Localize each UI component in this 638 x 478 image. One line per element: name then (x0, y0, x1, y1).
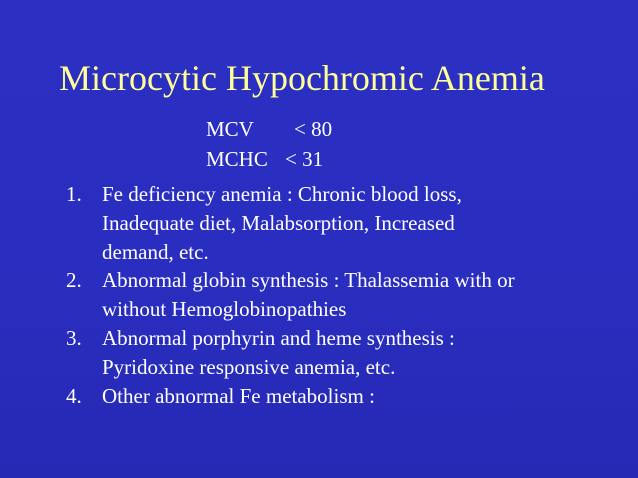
list-item-line: demand, etc. (102, 239, 209, 264)
list-item-line: Abnormal globin synthesis : Thalassemia with or (102, 268, 515, 293)
list-item-line: Fe deficiency anemia : Chronic blood loss, (102, 182, 462, 206)
list-item (66, 382, 621, 411)
slide-title: Microcytic Hypochromic Anemia (59, 58, 545, 98)
list-item-text (102, 266, 621, 324)
metric-row-mchc (206, 144, 332, 174)
list-item-line: without Hemoglobinopathies (102, 297, 347, 322)
list-item (66, 180, 621, 266)
list-item-line: Inadequate diet, Malabsorption, Increased (102, 210, 455, 235)
list-item-text (102, 324, 621, 382)
metric-value: < 31 (285, 147, 324, 171)
metrics-block (206, 114, 332, 174)
numbered-list (66, 180, 621, 410)
list-item (66, 324, 621, 382)
metric-name: MCV (206, 117, 254, 141)
list-item-number: 3. (66, 325, 82, 350)
list-item-number: 2. (66, 268, 82, 293)
list-item-number: 1. (66, 182, 82, 206)
list-item-number: 4. (66, 383, 82, 408)
list-item-text (102, 180, 621, 266)
metric-name: MCHC (206, 147, 268, 171)
metric-value: < 80 (294, 117, 333, 141)
list-item-line: Abnormal porphyrin and heme synthesis : (102, 325, 455, 350)
list-item-text (102, 382, 621, 411)
list-item-line: Other abnormal Fe metabolism : (102, 383, 375, 408)
metric-row-mcv (206, 114, 332, 144)
list-item-line: Pyridoxine responsive anemia, etc. (102, 354, 396, 379)
list-item (66, 266, 621, 324)
